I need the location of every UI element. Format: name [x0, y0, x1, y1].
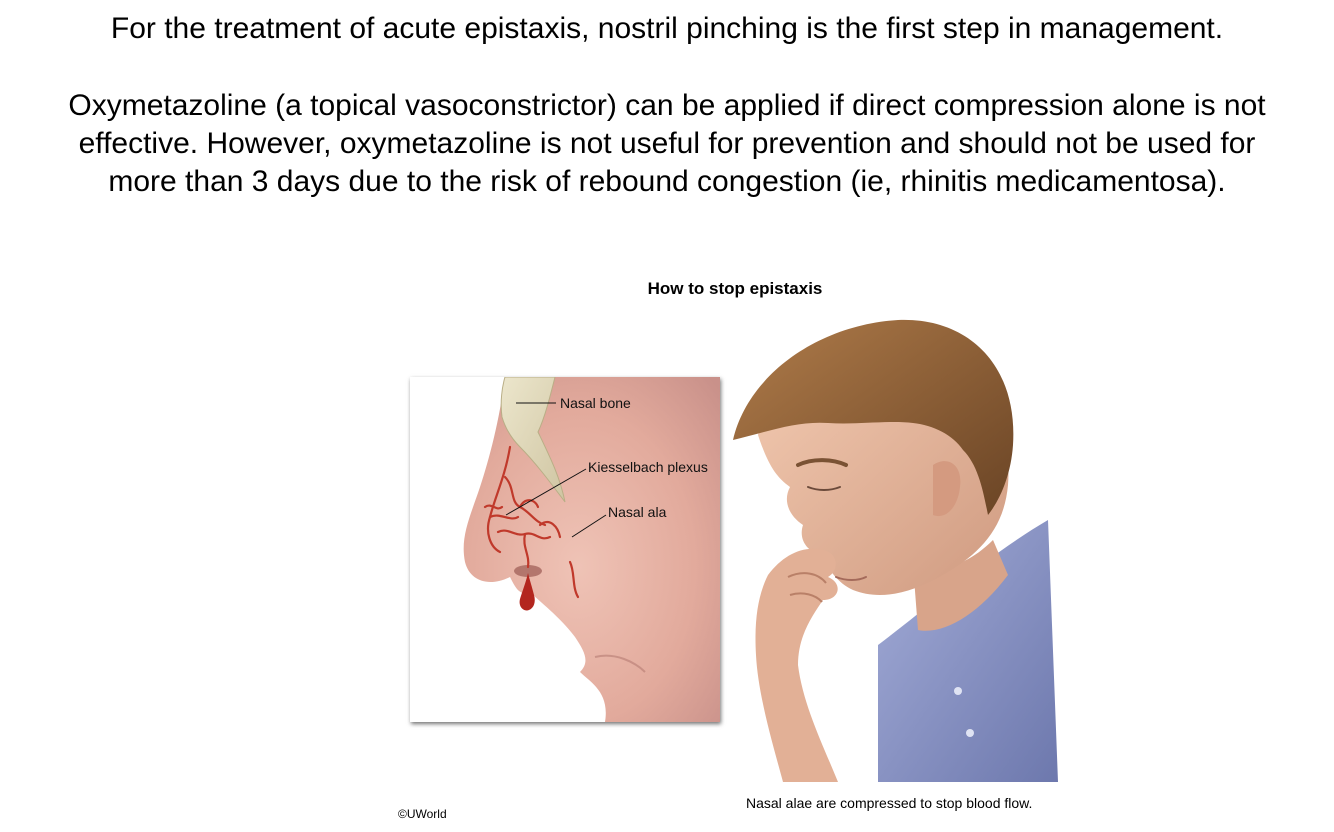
oxymetazoline-line-3: more than 3 days due to the risk of rebound congestion (ie, rhinitis medicamentosa).: [108, 165, 1226, 198]
figure-title: How to stop epistaxis: [647, 279, 823, 298]
intro-paragraph: For the treatment of acute epistaxis, nostril pinching is the first step in management.: [110, 12, 1224, 45]
person-pinching-nose-illustration: [728, 315, 1058, 782]
nasal-anatomy-illustration: [410, 377, 720, 722]
figure-caption: Nasal alae are compressed to stop blood flow.: [746, 795, 1033, 811]
copyright-notice: ©UWorld: [398, 807, 447, 821]
label-kiesselbach-plexus: Kiesselbach plexus: [588, 459, 708, 475]
oxymetazoline-line-2: effective. However, oxymetazoline is not useful for prevention and should not be used for: [78, 127, 1256, 160]
nasal-anatomy-svg: [410, 377, 720, 722]
pinching-hand: [756, 549, 839, 782]
label-nasal-ala: Nasal ala: [608, 504, 667, 520]
oxymetazoline-line-1: Oxymetazoline (a topical vasoconstrictor) can be applied if direct compression alone is not: [68, 89, 1266, 122]
oxymetazoline-paragraph: [0, 87, 1334, 201]
person-svg: [728, 315, 1058, 782]
label-nasal-bone: Nasal bone: [560, 395, 631, 411]
